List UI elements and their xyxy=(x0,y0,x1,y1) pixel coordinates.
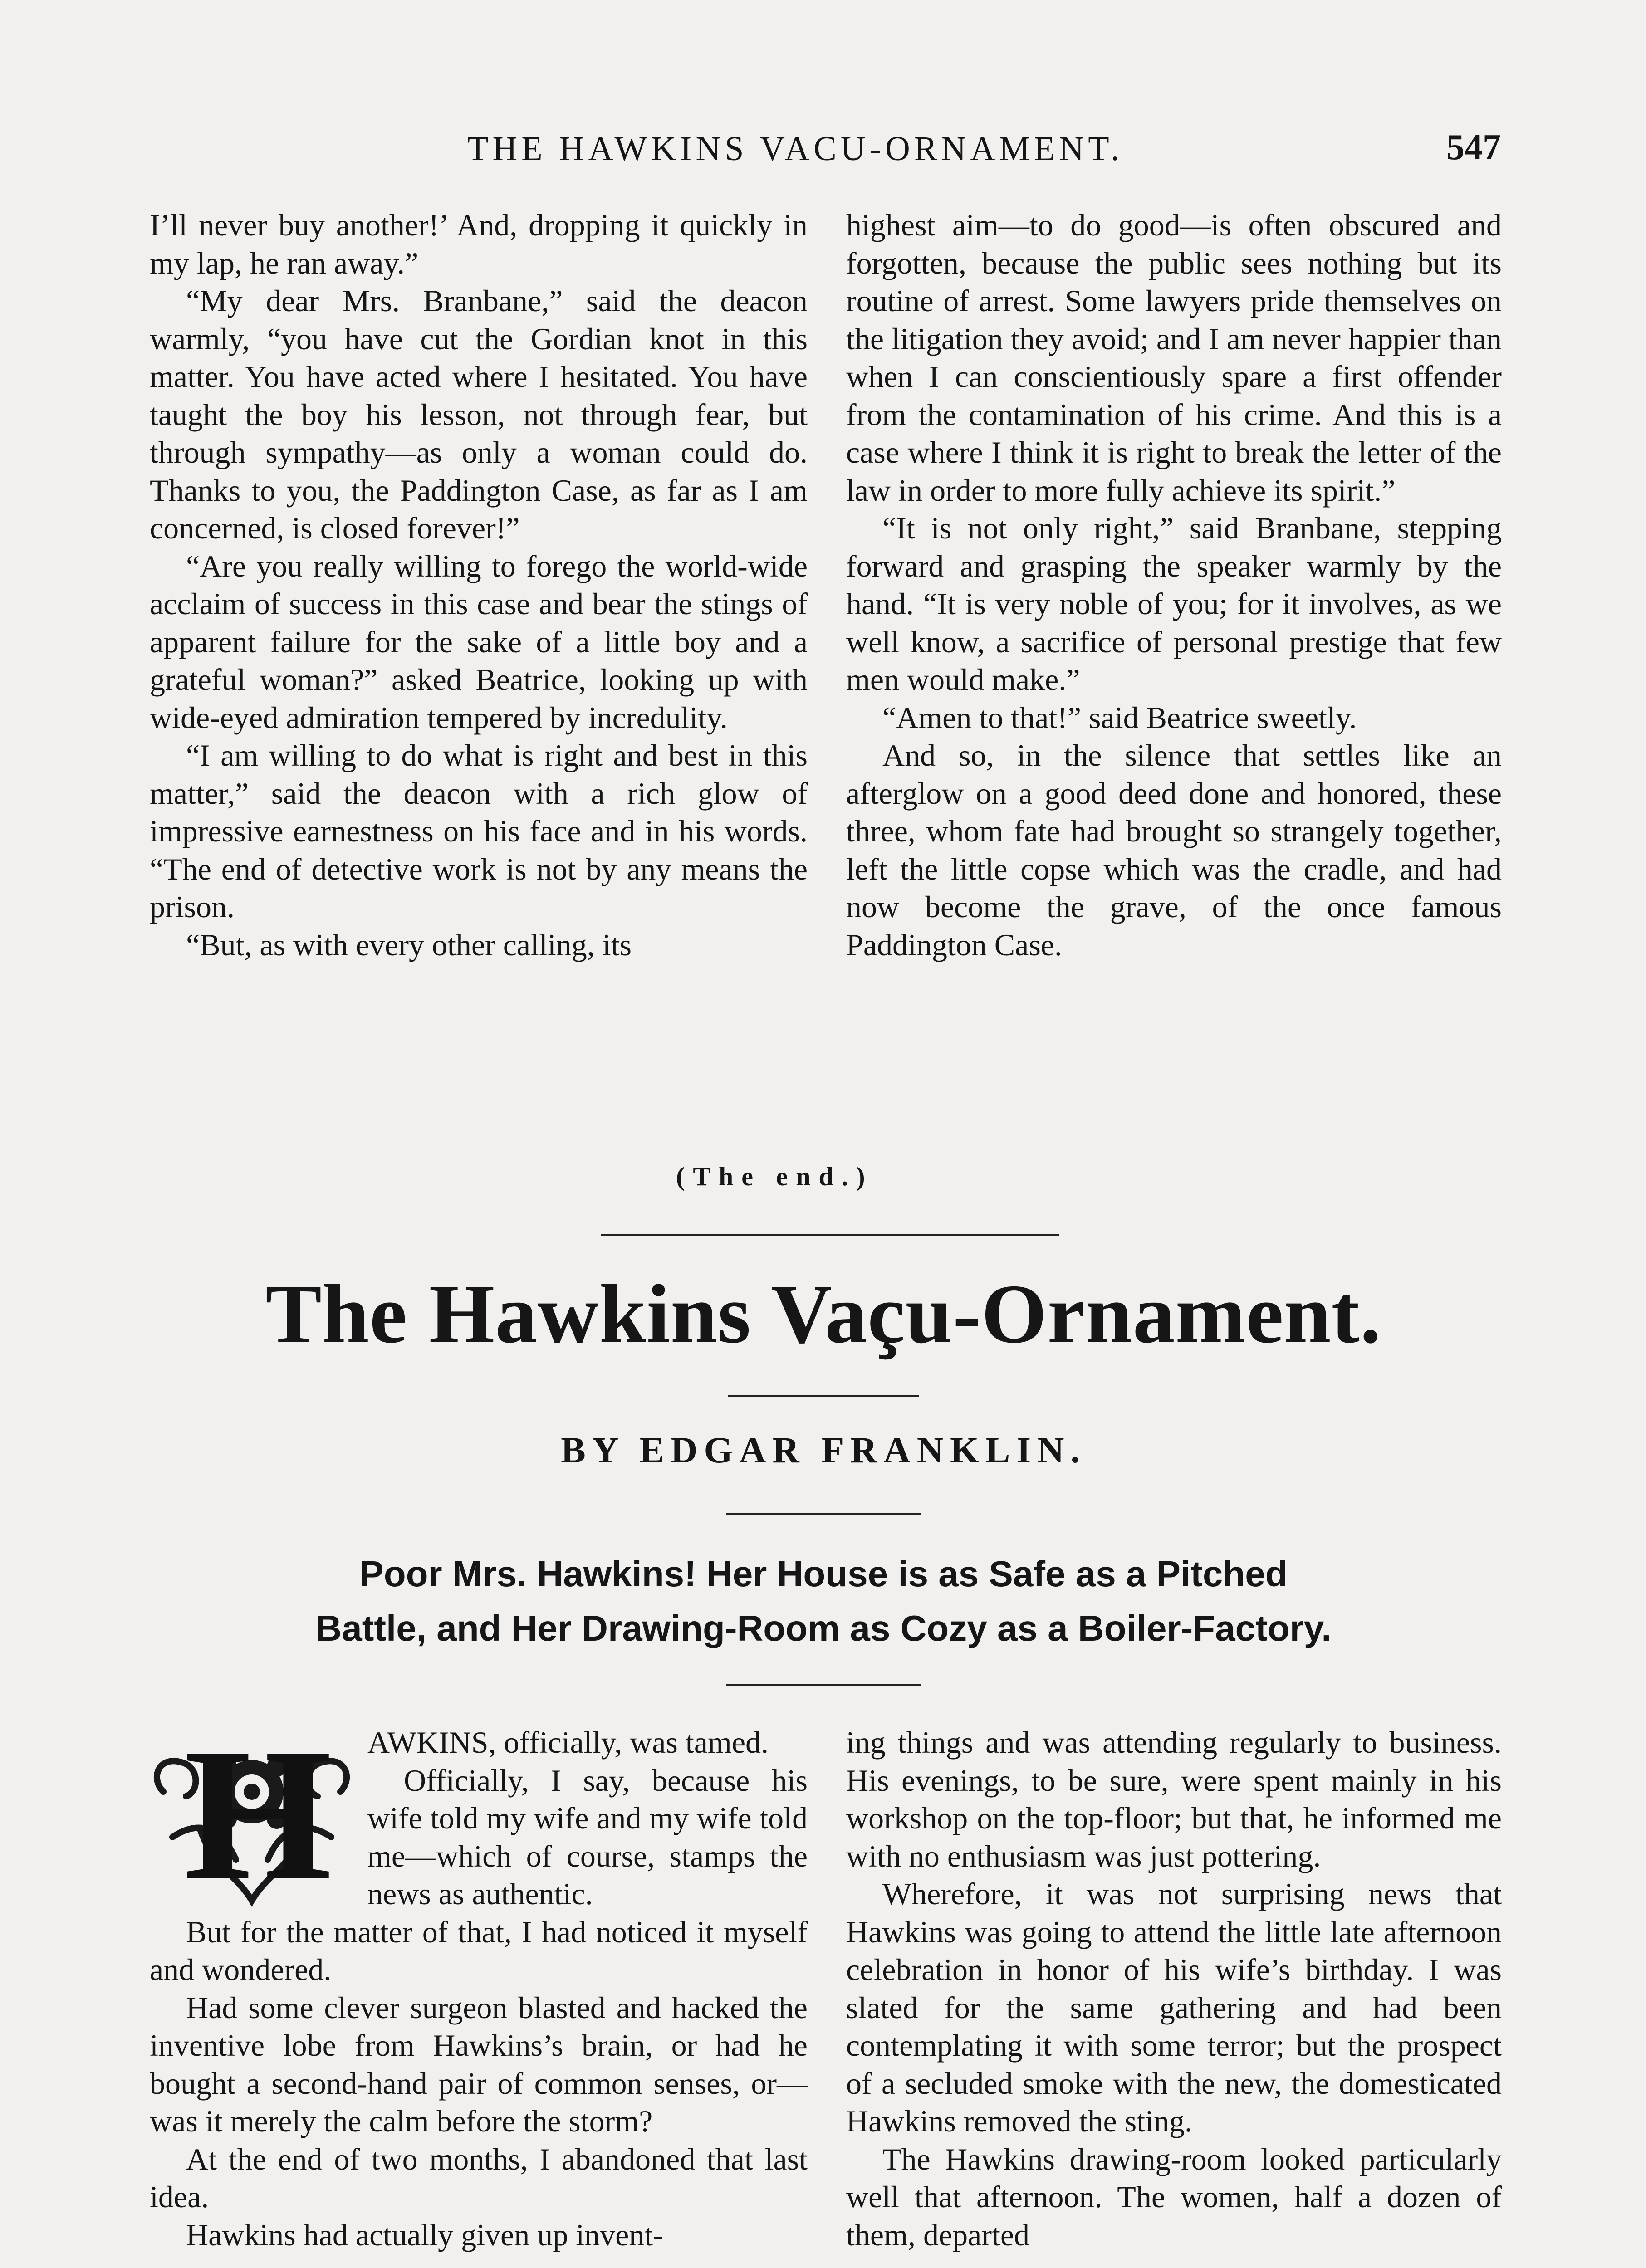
divider-rule xyxy=(726,1684,921,1686)
divider-rule xyxy=(601,1234,1059,1236)
paragraph: “Are you really willing to forego the world-wide acclaim of success in this case and bear the stings of apparent failure for the sake of a little boy and a grateful woman?” asked Beatrice, looking up with wide-eyed admiration tempered by incredulity. xyxy=(150,548,808,735)
story-title: The Hawkins Vaçu-Ornament. xyxy=(265,1267,1381,1361)
paragraph: And so, in the silence that settles like an afterglow on a good deed done and honored, these three, whom fate had brought so strangely together, left the little copse which was the cradle, and had now become the grave, of the once famous Paddington Case. xyxy=(846,738,1502,962)
paragraph: “Amen to that!” said Beatrice sweetly. xyxy=(882,700,1357,735)
paragraph: “My dear Mrs. Branbane,” said the deacon warmly, “you have cut the Gordian knot in this matter. You have acted where I hesitated. You have taught the boy his lesson, not through fear, but through sympathy—as only a woman could do. Thanks to you, the Paddington Case, as far as I am concerned, is closed forever!” xyxy=(150,284,808,545)
paragraph: highest aim—to do good—is often obscured and forgotten, because the public sees nothing but its routine of arrest. Some lawyers pride themselves on the litigation they avoid; and I am never happier than when I can conscientiously spare a first offender from the contamination of his crime. And this is a case where I think it is right to break the letter of the law in order to more fully achieve its spirit.” xyxy=(846,208,1502,508)
paragraph: AWKINS, officially, was tamed. xyxy=(367,1725,769,1760)
prev-story-right-column xyxy=(846,206,1502,964)
paragraph: Had some clever surgeon blasted and hacked the inventive lobe from Hawkins’s brain, or had he bought a second-hand pair of common senses, or—was it merely the calm before the storm? xyxy=(150,1990,808,2138)
subtitle-line: Poor Mrs. Hawkins! Her House is as Safe as a Pitched xyxy=(359,1554,1288,1594)
paragraph: I’ll never buy another!’ And, dropping it quickly in my lap, he ran away.” xyxy=(150,208,808,280)
story-left-column xyxy=(150,1709,808,2254)
paragraph: Hawkins had actually given up invent- xyxy=(186,2217,663,2252)
page-number: 547 xyxy=(1446,127,1501,167)
story-right-column xyxy=(846,1724,1502,2254)
story-byline: BY EDGAR FRANKLIN. xyxy=(561,1429,1086,1471)
paragraph: But for the matter of that, I had noticed it myself and wondered. xyxy=(150,1914,808,1987)
subtitle-line: Battle, and Her Drawing-Room as Cozy as a Boiler-Factory. xyxy=(315,1608,1332,1648)
drop-cap-ornament xyxy=(145,1709,358,1920)
divider-rule xyxy=(726,1513,921,1515)
divider-rule xyxy=(728,1395,919,1397)
prev-story-left-column xyxy=(150,206,808,964)
story-subtitle xyxy=(191,1547,1456,1656)
paragraph: “It is not only right,” said Branbane, stepping forward and grasping the speaker warmly by the hand. “It is very noble of you; for it involves, as we well know, a sacrifice of personal prestige that few men would make.” xyxy=(846,511,1502,697)
paragraph: The Hawkins drawing-room looked particularly well that afternoon. The women, half a dozen of them, departed xyxy=(846,2141,1502,2252)
paragraph: Officially, I say, because his wife told my wife and my wife told me—which of course, stamps the news as authentic. xyxy=(367,1763,808,1911)
paragraph: “I am willing to do what is right and best in this matter,” said the deacon with a rich glow of impressive earnestness on his face and in his words. “The end of detective work is not by any means the prison. xyxy=(150,738,808,924)
end-marker: (The end.) xyxy=(676,1162,873,1191)
running-head: THE HAWKINS VACU-ORNAMENT. xyxy=(467,130,1123,168)
paragraph: “But, as with every other calling, its xyxy=(186,927,632,962)
paragraph: At the end of two months, I abandoned that last idea. xyxy=(150,2141,808,2214)
paragraph: Wherefore, it was not surprising news that Hawkins was going to attend the little late afternoon celebration in honor of his wife’s birthday. I was slated for the same gathering and had been contemplating it with some terror; but the prospect of a secluded smoke with the new, the domesticated Hawkins removed the sting. xyxy=(846,1877,1502,2138)
paragraph: ing things and was attending regularly to business. His evenings, to be sure, were spent mainly in his workshop on the top-floor; but that, he informed me with no enthusiasm was just pottering. xyxy=(846,1725,1502,1873)
drop-cap-letter: H xyxy=(184,1709,332,1920)
